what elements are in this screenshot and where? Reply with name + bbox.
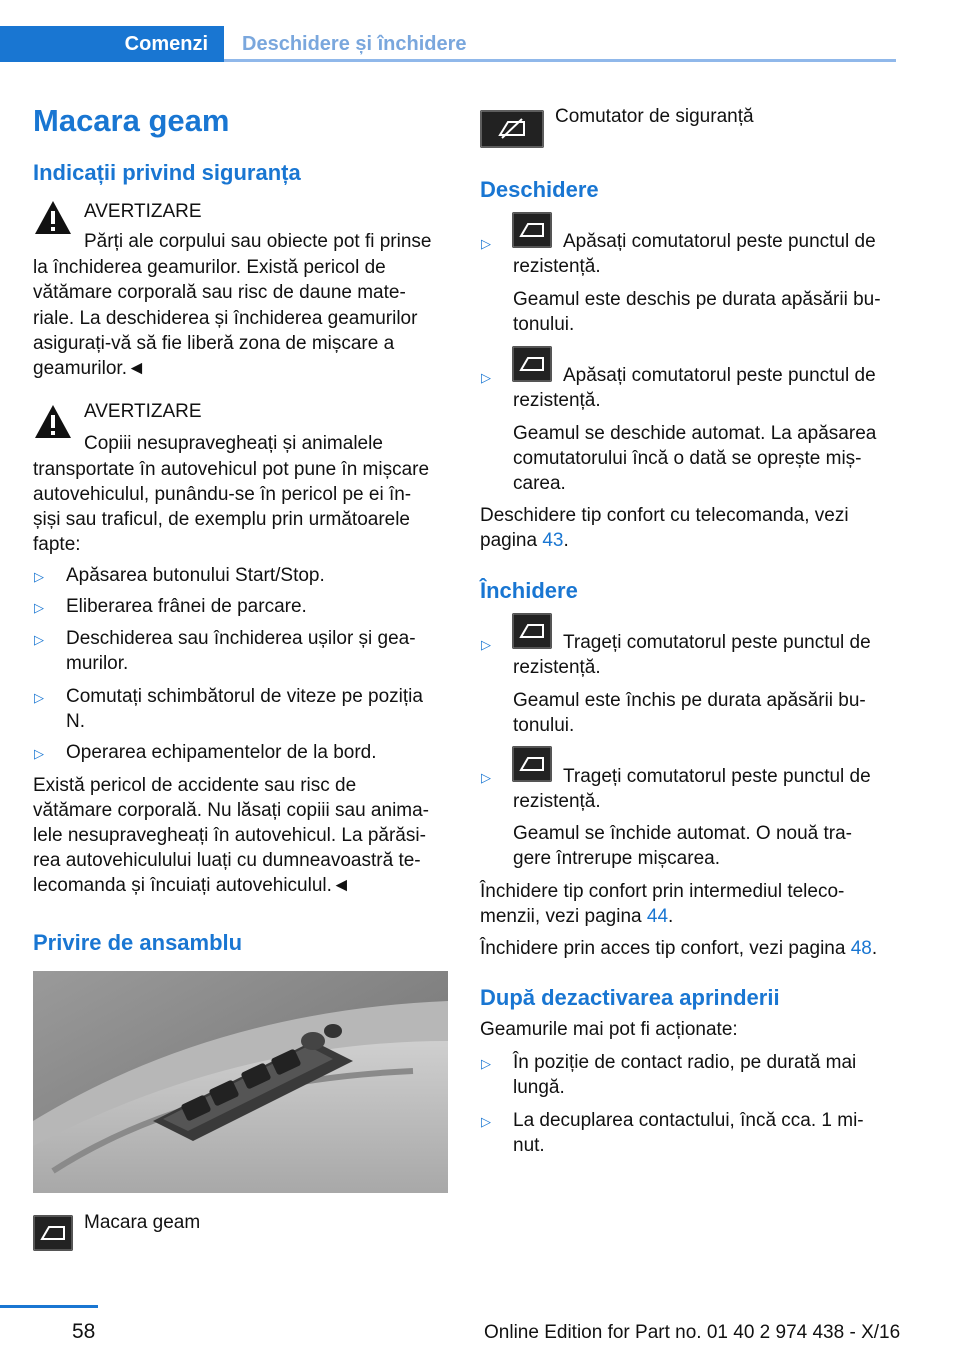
closing-line1: Există pericol de accidente sau risc de [33, 775, 357, 796]
bullet-arrow-icon: ▷ [481, 770, 491, 785]
bullet-arrow-icon: ▷ [34, 690, 44, 705]
after-intro: Geamurile mai pot fi acționate: [480, 1019, 738, 1040]
warning2-line4: șiși sau traficul, de exemplu prin următoarele [33, 509, 411, 530]
bullet-arrow-icon: ▷ [34, 632, 44, 647]
list-item: Deschiderea sau închiderea ușilor și gea- [66, 628, 416, 649]
open-item2-line2: rezistență. [513, 390, 601, 411]
page-link-48[interactable]: 48 [850, 938, 872, 959]
page-link-44[interactable]: 44 [646, 906, 669, 927]
warning-icon [33, 402, 73, 442]
close-access-line: Închidere prin acces tip confort, vezi pagina 48. [480, 938, 878, 959]
warning1-line1: Părți ale corpului sau obiecte pot fi prinse [84, 231, 432, 252]
close-item1-line1: Trageți comutatorul peste punctul de [563, 632, 871, 653]
close-comfort-text: menzii, vezi pagina [480, 906, 647, 927]
bullet-arrow-icon: ▷ [34, 746, 44, 761]
open-comfort-text: pagina [480, 530, 543, 551]
open-comfort-line1: Deschidere tip confort cu telecomanda, vezi [480, 505, 849, 526]
warning1-line3: vătămare corporală sau risc de daune mate- [33, 282, 406, 303]
bullet-arrow-icon: ▷ [481, 1056, 491, 1071]
safety-switch-label: Comutator de siguranță [555, 106, 754, 127]
list-item-cont: murilor. [66, 653, 129, 674]
warning1-label: AVERTIZARE [84, 201, 202, 222]
open-item1-desc1: Geamul este deschis pe durata apăsării bu- [513, 289, 881, 310]
page-link-43[interactable]: 43 [542, 530, 564, 551]
after-item1-line2: lungă. [513, 1077, 565, 1098]
close-item1-desc2: tonului. [513, 715, 575, 736]
page-title: Macara geam [33, 103, 230, 138]
bullet-arrow-icon: ▷ [481, 370, 491, 385]
close-item1-line2: rezistență. [513, 657, 601, 678]
open-item1-line1: Apăsați comutatorul peste punctul de [563, 231, 876, 252]
close-item2-desc2: gere întrerupe mișcarea. [513, 848, 720, 869]
list-item-cont: N. [66, 711, 85, 732]
after-item2-line1: La decuplarea contactului, încă cca. 1 mi- [513, 1110, 864, 1131]
open-item2-desc1: Geamul se deschide automat. La apăsarea [513, 423, 877, 444]
window-switch-icon [512, 613, 552, 649]
close-comfort-line1: Închidere tip confort prin intermediul teleco- [480, 881, 845, 902]
close-item2-line1: Trageți comutatorul peste punctul de [563, 766, 871, 787]
close-item2-desc1: Geamul se închide automat. O nouă tra- [513, 823, 853, 844]
safety-switch-icon [480, 110, 544, 148]
section-safety-title: Indicații privind siguranța [33, 160, 301, 185]
close-comfort-line2: menzii, vezi pagina 44. [480, 906, 674, 927]
door-panel-photo [33, 971, 448, 1193]
list-item: Eliberarea frânei de parcare. [66, 596, 307, 617]
after-item2-line2: nut. [513, 1135, 545, 1156]
open-title: Deschidere [480, 177, 599, 202]
window-switch-icon [512, 346, 552, 382]
warning2-line3: autovehiculul, punându-se în pericol pe ei în- [33, 484, 412, 505]
open-item2-line1: Apăsați comutatorul peste punctul de [563, 365, 876, 386]
window-switch-icon [33, 1215, 73, 1251]
tab-comenzi[interactable]: Comenzi [0, 26, 224, 62]
warning2-line1: Copiii nesupravegheați și animalele [84, 433, 383, 454]
bullet-arrow-icon: ▷ [34, 600, 44, 615]
open-item1-line2: rezistență. [513, 256, 601, 277]
after-title: După dezactivarea aprinderii [480, 985, 780, 1010]
window-switch-icon [512, 746, 552, 782]
footer-accent-line [0, 1305, 98, 1308]
open-item1-desc2: tonului. [513, 314, 575, 335]
close-item2-line2: rezistență. [513, 791, 601, 812]
bullet-arrow-icon: ▷ [481, 236, 491, 251]
open-item2-desc2: comutatorului încă o dată se oprește miș- [513, 448, 862, 469]
warning1-line4: riale. La deschiderea și închiderea geamurilor [33, 308, 418, 329]
page-number: 58 [72, 1320, 96, 1343]
close-item1-desc1: Geamul este închis pe durata apăsării bu- [513, 690, 866, 711]
warning1-line2: la închiderea geamurilor. Există pericol de [33, 257, 386, 278]
window-switch-icon [512, 212, 552, 248]
warning2-line2: transportate în autovehicul pot pune în mișcare [33, 459, 430, 480]
after-item1-line1: În poziție de contact radio, pe durată mai [513, 1052, 857, 1073]
warning-icon [33, 198, 73, 238]
closing-line3: lele nesupravegheați în autovehicul. La părăsi- [33, 825, 426, 846]
close-access-text: Închidere prin acces tip confort, vezi pagina [480, 938, 851, 959]
close-title: Închidere [480, 578, 578, 603]
bullet-arrow-icon: ▷ [481, 637, 491, 652]
closing-line2: vătămare corporală. Nu lăsați copiii sau anima- [33, 800, 430, 821]
bullet-arrow-icon: ▷ [481, 1114, 491, 1129]
open-comfort-line2: pagina 43. [480, 530, 569, 551]
section-overview-title: Privire de ansamblu [33, 930, 243, 955]
list-item: Apăsarea butonului Start/Stop. [66, 565, 325, 586]
header-bar [0, 0, 896, 62]
list-item: Comutați schimbătorul de viteze pe poziția [66, 686, 423, 707]
warning2-label: AVERTIZARE [84, 401, 202, 422]
warning2-line5: fapte: [33, 534, 81, 555]
warning1-line5: asigurați-vă să fie liberă zona de mișcare a [33, 333, 395, 354]
tab-deschidere-inchidere[interactable]: Deschidere și închidere [224, 26, 896, 62]
list-item: Operarea echipamentelor de la bord. [66, 742, 377, 763]
open-item2-desc3: carea. [513, 473, 566, 494]
closing-line5: lecomanda și încuiați autovehiculul.◄ [33, 875, 351, 896]
warning1-line6: geamurilor.◄ [33, 358, 146, 379]
footer-edition: Online Edition for Part no. 01 40 2 974 438 - X/16 [484, 1322, 901, 1343]
closing-line4: rea autovehiculului luați cu dumneavoastră te- [33, 850, 421, 871]
bullet-arrow-icon: ▷ [34, 569, 44, 584]
photo-caption: Macara geam [84, 1212, 201, 1233]
